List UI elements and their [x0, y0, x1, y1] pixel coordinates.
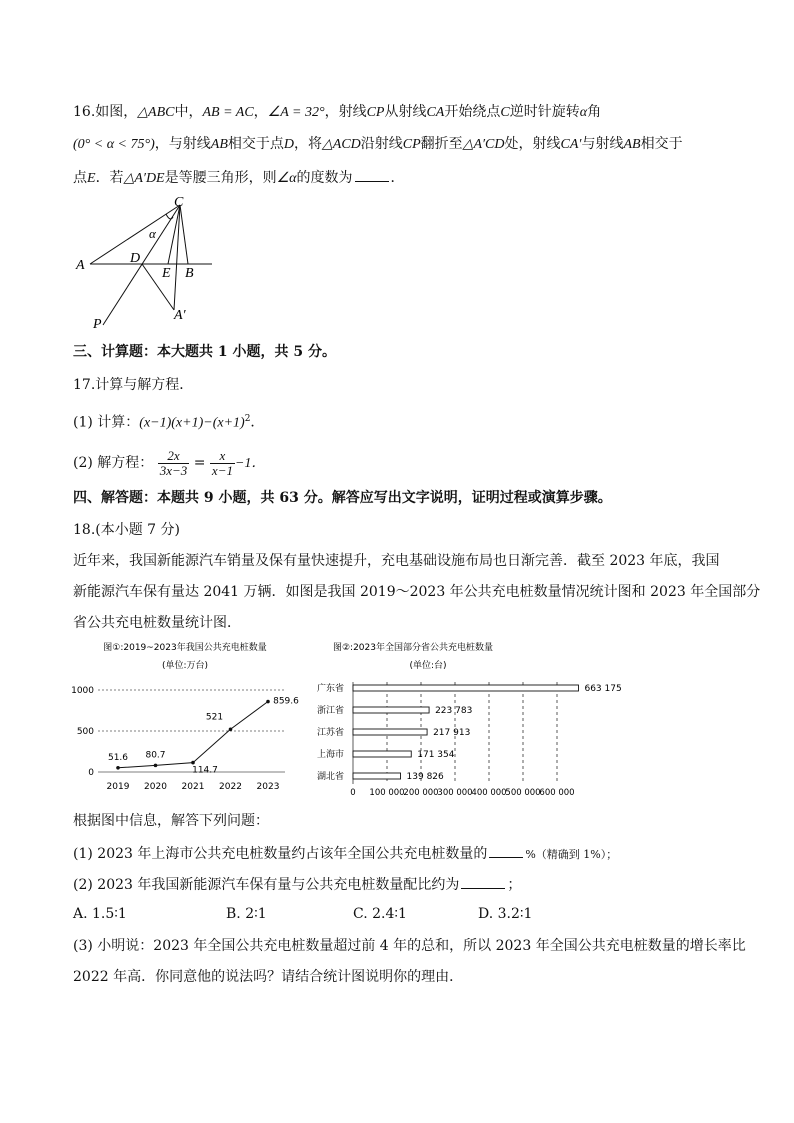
y-tick-label: 1000 [71, 686, 94, 696]
q18-part-2 [73, 874, 521, 894]
q16-line-1 [73, 103, 601, 122]
exponent: 2 [244, 414, 251, 424]
text: 沿射线 [360, 136, 403, 152]
text: (2) 2023 年我国新能源汽车保有量与公共充电桩数量配比约为 [73, 877, 460, 893]
text: %（精确到 1%）； [525, 848, 618, 861]
math: △ACD [322, 137, 361, 152]
text: 16.如图， [73, 104, 138, 120]
category-label: 广东省 [316, 684, 344, 694]
q16-line-2 [73, 135, 683, 154]
data-label: 859.6 [273, 696, 299, 707]
q18-intro-2: 新能源汽车保有量达 2041 万辆．如图是我国 2019～2023 年公共充电桩数量情况统计图和 2023 年全国部分 [73, 584, 761, 600]
math: ∠α [276, 171, 297, 186]
answer-blank [355, 167, 389, 182]
data-point [154, 764, 158, 768]
math: △A′DE [123, 171, 165, 186]
bar [353, 751, 411, 757]
y-tick-label: 0 [88, 768, 94, 778]
chart-title: 图①:2019~2023年我国公共充电桩数量 [103, 643, 267, 653]
text: ，将 [294, 136, 322, 152]
math: E [87, 171, 96, 186]
q18-title: 18.(本小题 7 分) [73, 522, 180, 538]
q18-part-1 [73, 843, 617, 864]
label-A: A [76, 258, 85, 273]
math: D [283, 137, 294, 152]
q17-part-2 [73, 448, 265, 479]
answer-blank [489, 843, 523, 858]
math: △A′CD [462, 137, 505, 152]
category-label: 上海市 [316, 750, 344, 760]
text: ，与射线 [154, 136, 211, 152]
denominator: 3x−3 [159, 462, 188, 478]
line-chart [70, 638, 300, 798]
math: AB = AC [202, 105, 254, 120]
math: (0° < α < 75°) [73, 137, 155, 152]
category-label: 江苏省 [316, 728, 344, 738]
bar-chart [305, 638, 645, 803]
x-tick-label: 2022 [219, 782, 242, 792]
math: CA′ [560, 137, 582, 152]
text: ．若 [95, 170, 124, 186]
category-label: 浙江省 [316, 706, 344, 716]
data-label: 223 783 [435, 706, 473, 716]
data-point [191, 761, 195, 765]
math: AB [623, 137, 641, 152]
x-tick-label: 2019 [106, 782, 130, 792]
geometry-figure [68, 193, 248, 333]
text: 开始绕点 [444, 104, 501, 120]
data-label: 663 175 [584, 684, 622, 694]
data-label: 171 354 [417, 750, 455, 760]
x-tick-label: 2020 [144, 782, 167, 792]
option-d: D. 3.2∶1 [478, 906, 533, 922]
fraction-right [210, 449, 235, 478]
text: ． [390, 170, 405, 186]
x-tick-label: 300 000 [437, 788, 473, 798]
x-tick-label: 500 000 [505, 788, 541, 798]
text: 的度数为 [296, 170, 353, 186]
text: (1) 计算： [73, 414, 140, 431]
text: (1) 2023 年上海市公共充电桩数量约占该年全国公共充电桩数量的 [73, 846, 488, 862]
data-label: 217 913 [433, 728, 471, 738]
text: 翻折至 [420, 136, 463, 152]
data-point [229, 727, 233, 731]
text: 是等腰三角形，则 [164, 170, 277, 186]
math: α [579, 105, 588, 120]
x-tick-label: 400 000 [471, 788, 507, 798]
bar [353, 773, 401, 779]
text: 相交于点 [227, 136, 284, 152]
x-tick-label: 2021 [181, 782, 205, 792]
text: ； [507, 877, 522, 893]
math: CP [366, 105, 385, 120]
text: 相交于 [640, 136, 683, 152]
text: 逆时针旋转 [509, 104, 580, 120]
text: 从射线 [384, 104, 427, 120]
math: (x−1)(x+1)−(x+1) [139, 415, 245, 431]
math: C [500, 105, 510, 120]
answer-blank [461, 874, 505, 889]
series-line [118, 702, 268, 768]
label-alpha: α [149, 226, 156, 241]
text: ，射线 [324, 104, 367, 120]
numerator: x [210, 449, 235, 464]
text: 与射线 [581, 136, 624, 152]
x-tick-label: 0 [350, 788, 356, 798]
segment-CB [180, 205, 188, 264]
data-label: 114.7 [192, 765, 218, 776]
math: CP [402, 137, 421, 152]
angle-alpha-arc [166, 214, 173, 219]
x-tick-label: 200 000 [403, 788, 439, 798]
q16-line-3 [73, 167, 405, 188]
chart-subtitle: (单位:万台) [161, 661, 209, 671]
math: CA [426, 105, 445, 120]
equals: = [193, 455, 206, 471]
text: ． [250, 414, 265, 431]
option-c: C. 2.4∶1 [353, 906, 407, 922]
text: 处，射线 [504, 136, 561, 152]
math: −1． [234, 456, 266, 471]
label-D: D [130, 251, 141, 266]
q18-after-charts: 根据图中信息，解答下列问题： [73, 813, 269, 829]
q18-part-3-line-2: 2022 年高．你同意他的说法吗？请结合统计图说明你的理由． [73, 969, 464, 985]
data-label: 51.6 [107, 752, 129, 763]
q18-intro-3: 省公共充电桩数量统计图． [73, 615, 241, 631]
ray-CP [103, 205, 180, 325]
bar [353, 707, 429, 713]
option-a: A. 1.5∶1 [73, 906, 127, 922]
q17-title: 17.计算与解方程． [73, 377, 194, 393]
math: △ABC [137, 105, 175, 120]
y-tick-label: 500 [76, 727, 94, 737]
category-label: 湖北省 [316, 772, 344, 782]
q18-part-3-line-1: (3) 小明说：2023 年全国公共充电桩数量超过前 4 年的总和，所以 2023 年全国公共充电桩数量的增长率比 [73, 938, 746, 954]
x-tick-label: 2023 [256, 782, 280, 792]
data-label: 80.7 [145, 750, 166, 761]
label-E: E [162, 266, 171, 281]
option-b: B. 2∶1 [226, 906, 267, 922]
numerator: 2x [158, 449, 190, 464]
text: 点 [73, 170, 87, 186]
label-B: B [185, 266, 194, 281]
denominator: x−1 [211, 462, 233, 478]
q17-part-1 [73, 410, 264, 433]
math: AB [210, 137, 228, 152]
data-point [266, 700, 270, 704]
label-C: C [174, 195, 184, 210]
data-label: 139 826 [406, 772, 444, 782]
math: ∠A = 32° [267, 105, 325, 120]
data-point [116, 766, 120, 770]
chart-subtitle: (单位:台) [409, 661, 447, 671]
chart-title: 图②:2023年全国部分省公共充电桩数量 [332, 643, 494, 653]
bar [353, 685, 578, 691]
label-A-prime: A′ [174, 308, 186, 323]
x-tick-label: 100 000 [369, 788, 405, 798]
data-label: 521 [205, 712, 224, 723]
section-4-heading: 四、解答题：本题共 9 小题，共 63 分。解答应写出文字说明，证明过程或演算步骤。 [73, 490, 612, 506]
text: 中， [174, 104, 203, 120]
text: ， [253, 104, 268, 120]
text: 角 [587, 104, 602, 120]
section-3-heading: 三、计算题：本大题共 1 小题，共 5 分。 [73, 344, 336, 360]
fraction-left [158, 449, 190, 478]
text: (2) 解方程： [73, 455, 154, 471]
bar [353, 729, 427, 735]
q18-intro-1: 近年来，我国新能源汽车销量及保有量快速提升，充电基础设施布局也日渐完善．截至 2023 年底，我国 [73, 553, 720, 569]
label-P: P [93, 317, 102, 332]
x-tick-label: 600 000 [539, 788, 575, 798]
